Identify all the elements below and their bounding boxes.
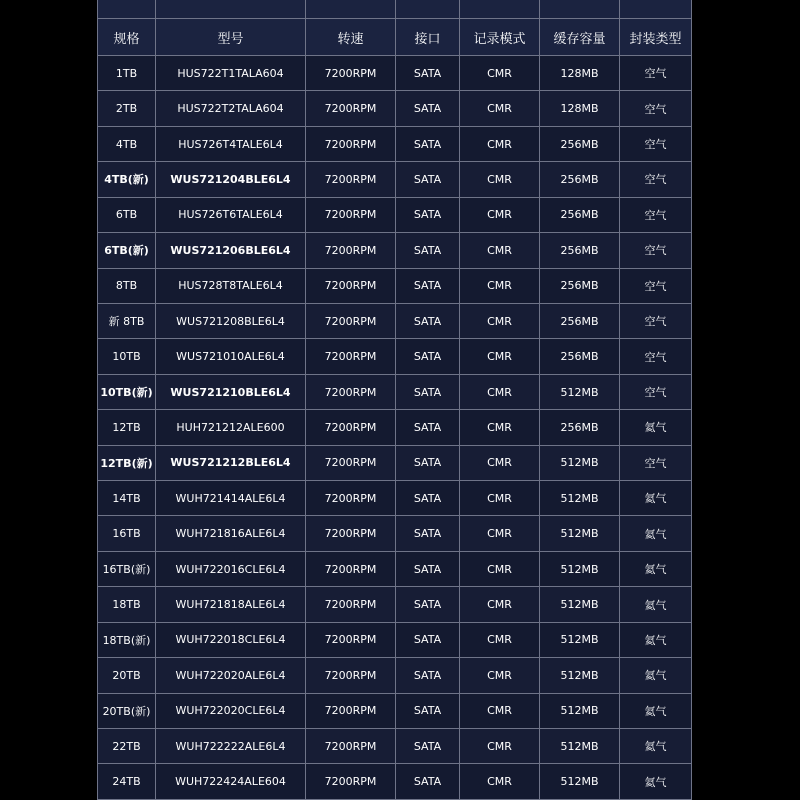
cell-interface: SATA bbox=[396, 587, 460, 622]
cell-fill-type: 空气 bbox=[620, 339, 692, 374]
cell-rpm: 7200RPM bbox=[306, 729, 396, 764]
cell-model: HUS726T6TALE6L4 bbox=[156, 197, 306, 232]
cell-fill-type: 空气 bbox=[620, 126, 692, 161]
cell-cache: 512MB bbox=[540, 445, 620, 480]
cell-capacity: 16TB bbox=[98, 516, 156, 551]
cell-cache: 256MB bbox=[540, 268, 620, 303]
cell-interface: SATA bbox=[396, 162, 460, 197]
cell-fill-type: 氦气 bbox=[620, 729, 692, 764]
cell-recording-mode: CMR bbox=[460, 374, 540, 409]
cell-model: WUH722222ALE6L4 bbox=[156, 729, 306, 764]
cell-capacity: 20TB(新) bbox=[98, 693, 156, 728]
cell-recording-mode: CMR bbox=[460, 233, 540, 268]
table-row bbox=[98, 303, 692, 338]
cell-capacity: 10TB bbox=[98, 339, 156, 374]
cell-model: WUH722020ALE6L4 bbox=[156, 658, 306, 693]
cell-fill-type: 空气 bbox=[620, 233, 692, 268]
cell-model: WUH721414ALE6L4 bbox=[156, 481, 306, 516]
cell-cache: 256MB bbox=[540, 233, 620, 268]
header-rpm: 转速 bbox=[306, 19, 396, 56]
cell-fill-type: 氦气 bbox=[620, 658, 692, 693]
cell-fill-type: 氦气 bbox=[620, 410, 692, 445]
table-row bbox=[98, 445, 692, 480]
cell-rpm: 7200RPM bbox=[306, 126, 396, 161]
cell-model: WUH722424ALE604 bbox=[156, 764, 306, 800]
cell-cache: 512MB bbox=[540, 481, 620, 516]
cell-interface: SATA bbox=[396, 374, 460, 409]
cell-cache: 256MB bbox=[540, 303, 620, 338]
cell-model: WUH721816ALE6L4 bbox=[156, 516, 306, 551]
cell-capacity: 6TB bbox=[98, 197, 156, 232]
cell-rpm: 7200RPM bbox=[306, 91, 396, 126]
cell-recording-mode: CMR bbox=[460, 622, 540, 657]
cell-model: WUH722020CLE6L4 bbox=[156, 693, 306, 728]
table-row bbox=[98, 339, 692, 374]
cell-interface: SATA bbox=[396, 91, 460, 126]
cell-cache: 256MB bbox=[540, 197, 620, 232]
cell-interface: SATA bbox=[396, 233, 460, 268]
cell-rpm: 7200RPM bbox=[306, 764, 396, 800]
table-row bbox=[98, 410, 692, 445]
cell-cache: 256MB bbox=[540, 339, 620, 374]
cell-rpm: 7200RPM bbox=[306, 693, 396, 728]
cell-rpm: 7200RPM bbox=[306, 374, 396, 409]
cell-rpm: 7200RPM bbox=[306, 339, 396, 374]
cell-model: WUS721208BLE6L4 bbox=[156, 303, 306, 338]
cell-interface: SATA bbox=[396, 445, 460, 480]
cell-capacity: 8TB bbox=[98, 268, 156, 303]
cell-rpm: 7200RPM bbox=[306, 410, 396, 445]
cell-fill-type: 氦气 bbox=[620, 551, 692, 586]
cell-fill-type: 空气 bbox=[620, 91, 692, 126]
table-row bbox=[98, 56, 692, 91]
cell-capacity: 1TB bbox=[98, 56, 156, 91]
cell-model: WUS721010ALE6L4 bbox=[156, 339, 306, 374]
cell-capacity: 14TB bbox=[98, 481, 156, 516]
cell-rpm: 7200RPM bbox=[306, 622, 396, 657]
cell-rpm: 7200RPM bbox=[306, 658, 396, 693]
cell-fill-type: 空气 bbox=[620, 445, 692, 480]
cell-cache: 512MB bbox=[540, 764, 620, 800]
cell-rpm: 7200RPM bbox=[306, 268, 396, 303]
cell-cache: 512MB bbox=[540, 729, 620, 764]
cell-cache: 512MB bbox=[540, 587, 620, 622]
cell-recording-mode: CMR bbox=[460, 268, 540, 303]
cell-capacity: 2TB bbox=[98, 91, 156, 126]
cell-model: WUH722016CLE6L4 bbox=[156, 551, 306, 586]
cell-interface: SATA bbox=[396, 481, 460, 516]
cell-interface: SATA bbox=[396, 693, 460, 728]
table-row bbox=[98, 551, 692, 586]
header-row bbox=[98, 19, 692, 56]
cell-rpm: 7200RPM bbox=[306, 551, 396, 586]
cell-rpm: 7200RPM bbox=[306, 481, 396, 516]
cell-rpm: 7200RPM bbox=[306, 56, 396, 91]
table-row bbox=[98, 233, 692, 268]
cell-cache: 512MB bbox=[540, 516, 620, 551]
cell-recording-mode: CMR bbox=[460, 516, 540, 551]
cell-interface: SATA bbox=[396, 516, 460, 551]
table-row bbox=[98, 91, 692, 126]
cell-cache: 512MB bbox=[540, 693, 620, 728]
header-capacity: 规格 bbox=[98, 19, 156, 56]
cell-fill-type: 氦气 bbox=[620, 764, 692, 800]
cell-capacity: 12TB(新) bbox=[98, 445, 156, 480]
cell-fill-type: 空气 bbox=[620, 303, 692, 338]
cell-recording-mode: CMR bbox=[460, 481, 540, 516]
table-row bbox=[98, 764, 692, 800]
cell-cache: 512MB bbox=[540, 622, 620, 657]
cell-recording-mode: CMR bbox=[460, 551, 540, 586]
table-row bbox=[98, 374, 692, 409]
table-row bbox=[98, 622, 692, 657]
cell-recording-mode: CMR bbox=[460, 587, 540, 622]
table-row bbox=[98, 729, 692, 764]
header-recording-mode: 记录模式 bbox=[460, 19, 540, 56]
cell-interface: SATA bbox=[396, 410, 460, 445]
cell-recording-mode: CMR bbox=[460, 56, 540, 91]
cell-rpm: 7200RPM bbox=[306, 587, 396, 622]
table-row bbox=[98, 268, 692, 303]
cell-interface: SATA bbox=[396, 764, 460, 800]
cell-cache: 256MB bbox=[540, 410, 620, 445]
cell-fill-type: 氦气 bbox=[620, 516, 692, 551]
cell-capacity: 12TB bbox=[98, 410, 156, 445]
cell-capacity: 20TB bbox=[98, 658, 156, 693]
cell-fill-type: 空气 bbox=[620, 162, 692, 197]
cell-rpm: 7200RPM bbox=[306, 233, 396, 268]
cell-model: WUS721212BLE6L4 bbox=[156, 445, 306, 480]
cell-cache: 256MB bbox=[540, 162, 620, 197]
cell-cache: 512MB bbox=[540, 374, 620, 409]
cell-capacity: 10TB(新) bbox=[98, 374, 156, 409]
cell-interface: SATA bbox=[396, 339, 460, 374]
cell-cache: 512MB bbox=[540, 551, 620, 586]
cell-cache: 512MB bbox=[540, 658, 620, 693]
cell-recording-mode: CMR bbox=[460, 91, 540, 126]
cell-model: WUH721818ALE6L4 bbox=[156, 587, 306, 622]
cell-interface: SATA bbox=[396, 622, 460, 657]
cell-rpm: 7200RPM bbox=[306, 162, 396, 197]
cell-recording-mode: CMR bbox=[460, 126, 540, 161]
header-model: 型号 bbox=[156, 19, 306, 56]
cell-interface: SATA bbox=[396, 729, 460, 764]
cell-cache: 128MB bbox=[540, 91, 620, 126]
table-row bbox=[98, 481, 692, 516]
cell-interface: SATA bbox=[396, 197, 460, 232]
table-row bbox=[98, 658, 692, 693]
cell-recording-mode: CMR bbox=[460, 339, 540, 374]
header-fill-type: 封装类型 bbox=[620, 19, 692, 56]
cell-recording-mode: CMR bbox=[460, 303, 540, 338]
cell-recording-mode: CMR bbox=[460, 729, 540, 764]
cell-model: HUS722T2TALA604 bbox=[156, 91, 306, 126]
cell-capacity: 新 8TB bbox=[98, 303, 156, 338]
cell-model: HUS722T1TALA604 bbox=[156, 56, 306, 91]
cell-fill-type: 空气 bbox=[620, 268, 692, 303]
hdd-spec-table bbox=[97, 0, 692, 800]
cell-cache: 256MB bbox=[540, 126, 620, 161]
cell-capacity: 22TB bbox=[98, 729, 156, 764]
cell-capacity: 4TB bbox=[98, 126, 156, 161]
cell-interface: SATA bbox=[396, 551, 460, 586]
cell-fill-type: 氦气 bbox=[620, 693, 692, 728]
cell-capacity: 6TB(新) bbox=[98, 233, 156, 268]
header-interface: 接口 bbox=[396, 19, 460, 56]
cell-model: HUS728T8TALE6L4 bbox=[156, 268, 306, 303]
cell-fill-type: 空气 bbox=[620, 374, 692, 409]
cell-recording-mode: CMR bbox=[460, 162, 540, 197]
cell-rpm: 7200RPM bbox=[306, 445, 396, 480]
cell-capacity: 24TB bbox=[98, 764, 156, 800]
cell-rpm: 7200RPM bbox=[306, 197, 396, 232]
table-row bbox=[98, 197, 692, 232]
cell-model: HUH721212ALE600 bbox=[156, 410, 306, 445]
cell-recording-mode: CMR bbox=[460, 410, 540, 445]
cell-model: WUS721204BLE6L4 bbox=[156, 162, 306, 197]
header-top-strip bbox=[98, 0, 692, 19]
cell-capacity: 18TB bbox=[98, 587, 156, 622]
table-row bbox=[98, 516, 692, 551]
cell-fill-type: 氦气 bbox=[620, 622, 692, 657]
cell-recording-mode: CMR bbox=[460, 658, 540, 693]
cell-recording-mode: CMR bbox=[460, 693, 540, 728]
cell-recording-mode: CMR bbox=[460, 197, 540, 232]
cell-interface: SATA bbox=[396, 303, 460, 338]
cell-rpm: 7200RPM bbox=[306, 516, 396, 551]
cell-recording-mode: CMR bbox=[460, 445, 540, 480]
cell-recording-mode: CMR bbox=[460, 764, 540, 800]
cell-model: WUS721206BLE6L4 bbox=[156, 233, 306, 268]
cell-model: WUH722018CLE6L4 bbox=[156, 622, 306, 657]
cell-interface: SATA bbox=[396, 126, 460, 161]
cell-rpm: 7200RPM bbox=[306, 303, 396, 338]
cell-interface: SATA bbox=[396, 268, 460, 303]
cell-model: WUS721210BLE6L4 bbox=[156, 374, 306, 409]
header-cache: 缓存容量 bbox=[540, 19, 620, 56]
table-row bbox=[98, 693, 692, 728]
cell-capacity: 4TB(新) bbox=[98, 162, 156, 197]
cell-capacity: 18TB(新) bbox=[98, 622, 156, 657]
cell-model: HUS726T4TALE6L4 bbox=[156, 126, 306, 161]
cell-fill-type: 氦气 bbox=[620, 481, 692, 516]
cell-cache: 128MB bbox=[540, 56, 620, 91]
cell-fill-type: 空气 bbox=[620, 197, 692, 232]
cell-interface: SATA bbox=[396, 658, 460, 693]
table-row bbox=[98, 587, 692, 622]
table-row bbox=[98, 162, 692, 197]
cell-fill-type: 空气 bbox=[620, 56, 692, 91]
table-body bbox=[98, 56, 692, 800]
cell-capacity: 16TB(新) bbox=[98, 551, 156, 586]
table-row bbox=[98, 126, 692, 161]
cell-interface: SATA bbox=[396, 56, 460, 91]
cell-fill-type: 氦气 bbox=[620, 587, 692, 622]
